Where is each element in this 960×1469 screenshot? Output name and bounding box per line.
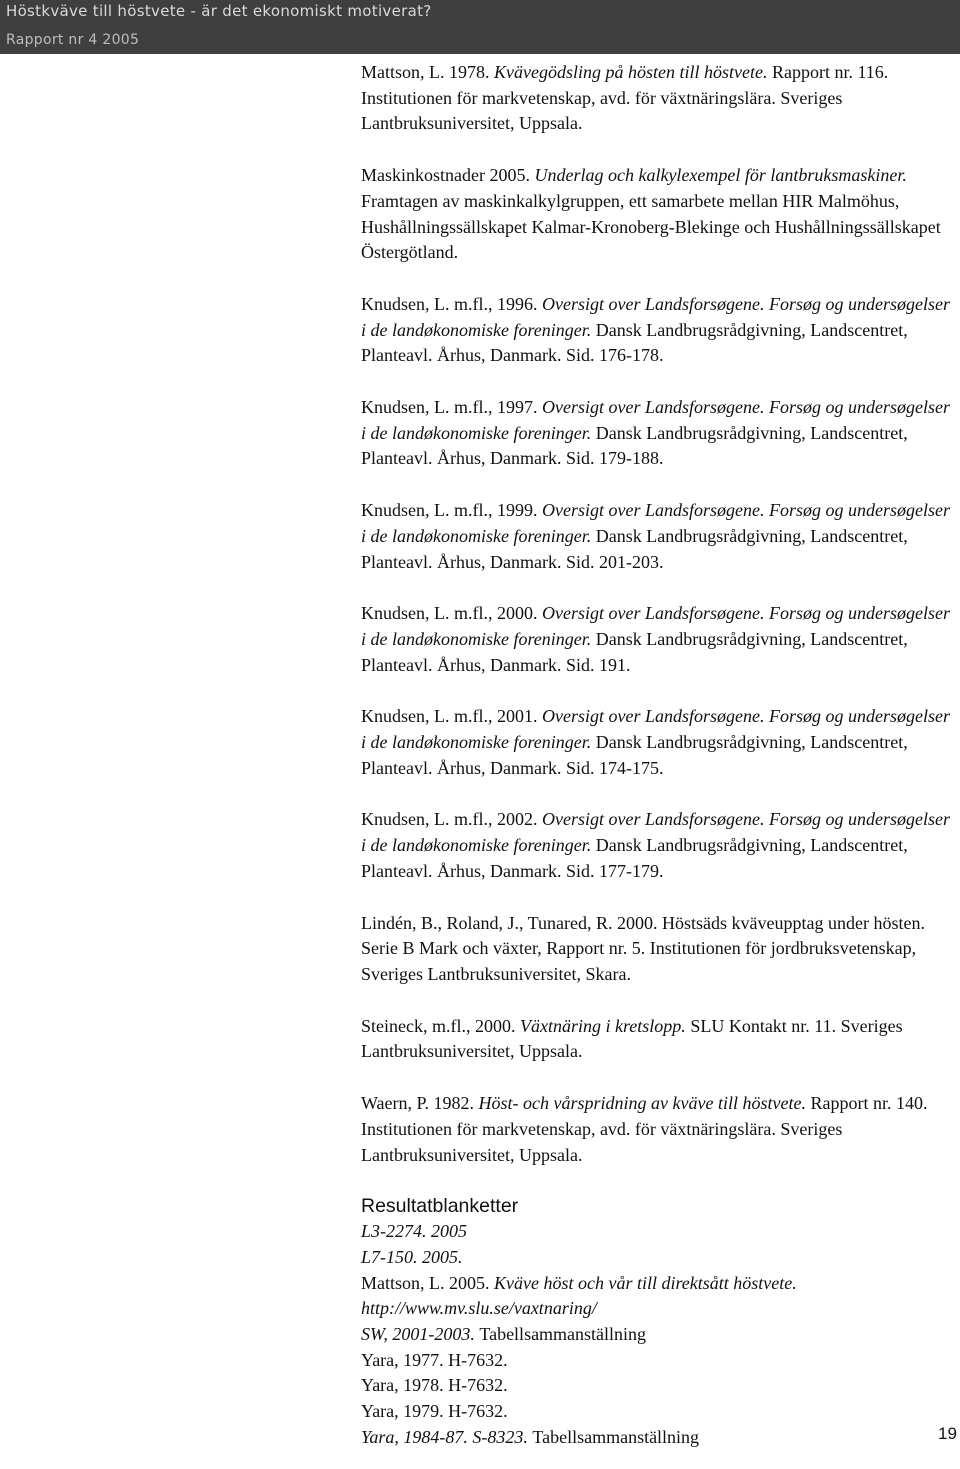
result-entry xyxy=(361,1348,957,1374)
italic-text: Oversigt over Landsforsøgene. Forsøg og undersøgelser i de landøkonomiske foreninger. xyxy=(361,706,950,753)
italic-text: Yara, 1984-87. S-8323. xyxy=(361,1426,533,1447)
text-segment: Knudsen, L. m.fl., 1996. xyxy=(361,293,542,314)
text-segment: Mattson, L. 1978. xyxy=(361,62,494,82)
italic-text: Höst- och vårspridning av kväve till höstvete. xyxy=(478,1093,806,1114)
text-segment: Yara, 1979. H-7632. xyxy=(361,1401,508,1422)
italic-text: Oversigt over Landsforsøgene. Forsøg og undersøgelser i de landøkonomiske foreninger. xyxy=(361,603,950,649)
results-list xyxy=(361,1219,957,1450)
italic-text: SW, 2001-2003. xyxy=(361,1324,480,1345)
italic-text: Oversigt over Landsforsøgene. Forsøg og undersøgelser i de landøkonomiske foreninger. xyxy=(361,809,950,856)
text-segment: Knudsen, L. m.fl., 1999. xyxy=(361,500,542,521)
reference-entry xyxy=(361,163,957,266)
text-segment: Framtagen av maskinkalkylgruppen, ett samarbete mellan HIR Malmöhus, Hushållningssällskapet Kalmar-Kronoberg-Blekinge och Hushållningssällskapet Östergötland. xyxy=(361,190,941,263)
text-segment: Knudsen, L. m.fl., 2002. xyxy=(361,809,542,830)
result-entry xyxy=(361,1271,957,1297)
header-title: Höstkväve till höstvete - är det ekonomiskt motiverat? xyxy=(6,2,432,20)
text-segment: Dansk Landbrugsrådgivning, Landscentret, Planteavl. Århus, Danmark. Sid. 177-179. xyxy=(361,835,908,881)
section-heading: Resultatblanketter xyxy=(361,1195,519,1218)
text-segment: Waern, P. 1982. xyxy=(361,1093,479,1114)
text-segment: Yara, 1977. H-7632. xyxy=(361,1349,508,1370)
result-entry xyxy=(361,1219,957,1245)
result-entry xyxy=(361,1245,957,1271)
reference-entry xyxy=(361,1091,957,1168)
page-number: 19 xyxy=(938,1424,957,1443)
header-bar xyxy=(0,0,960,54)
text-segment: Lindén, B., Roland, J., Tunared, R. 2000. Höstsäds kväveupptag under hösten. Serie B Mark och växter, Rapport nr. 5. Institutionen för jordbruksvetenskap, Sveriges Lantbruksuniversitet, Skara. xyxy=(361,912,925,984)
reference-list xyxy=(361,60,957,1168)
reference-entry xyxy=(361,807,957,884)
text-segment: Knudsen, L. m.fl., 2000. xyxy=(361,603,542,624)
reference-entry xyxy=(361,60,957,137)
text-segment: Dansk Landbrugsrådgivning, Landscentret, Planteavl. Århus, Danmark. Sid. 174-175. xyxy=(361,732,908,778)
italic-text: Oversigt over Landsforsøgene. Forsøg og undersøgelser i de landøkonomiske foreninger. xyxy=(361,397,950,443)
text-segment: Mattson, L. 2005. xyxy=(361,1272,494,1293)
italic-text: Oversigt over Landsforsøgene. Forsøg og undersøgelser i de landøkonomiske foreninger. xyxy=(361,500,950,546)
text-segment: Rapport nr. 140. Institutionen för markvetenskap, avd. för växtnäringslära. Sveriges Lantbruksuniversitet, Uppsala. xyxy=(361,1093,928,1165)
text-segment: Tabellsammanställning xyxy=(479,1324,647,1345)
text-segment: Tabellsammanställning xyxy=(532,1426,700,1447)
reference-entry xyxy=(361,704,957,781)
header-subtitle: Rapport nr 4 2005 xyxy=(6,32,140,48)
reference-entry xyxy=(361,395,957,472)
reference-entry xyxy=(361,498,957,575)
text-segment: Rapport nr. 116. Institutionen för markvetenskap, avd. för växtnäringslära. Sveriges Lantbruksuniversitet, Uppsala. xyxy=(361,62,889,134)
reference-entry xyxy=(361,1014,957,1065)
italic-text: L3-2274. 2005 xyxy=(361,1221,468,1242)
italic-text: Kvävegödsling på hösten till höstvete. xyxy=(494,62,768,82)
document-body xyxy=(361,60,957,1451)
italic-text: Kväve höst och vår till direktsått höstvete. xyxy=(494,1272,797,1293)
result-entry xyxy=(361,1322,957,1348)
result-entry xyxy=(361,1373,957,1399)
italic-text: Underlag och kalkylexempel för lantbruksmaskiner. xyxy=(534,165,907,186)
text-segment: Knudsen, L. m.fl., 2001. xyxy=(361,706,542,727)
italic-text: Oversigt over Landsforsøgene. Forsøg og undersøgelser i de landøkonomiske foreninger. xyxy=(361,293,950,340)
text-segment: Steineck, m.fl., 2000. xyxy=(361,1015,520,1036)
italic-text: Växtnäring i kretslopp. xyxy=(519,1015,686,1036)
reference-entry xyxy=(361,911,957,988)
italic-text: L7-150. 2005. xyxy=(361,1246,463,1267)
reference-entry xyxy=(361,292,957,369)
text-segment: Dansk Landbrugsrådgivning, Landscentret, Planteavl. Århus, Danmark. Sid. 179-188. xyxy=(361,422,908,469)
text-segment: Dansk Landbrugsrådgivning, Landscentret, Planteavl. Århus, Danmark. Sid. 191. xyxy=(361,628,908,675)
result-entry xyxy=(361,1425,957,1451)
italic-text: http://www.mv.slu.se/vaxtnaring/ xyxy=(361,1298,597,1319)
result-entry xyxy=(361,1399,957,1425)
text-segment: Knudsen, L. m.fl., 1997. xyxy=(361,397,542,418)
text-segment: Dansk Landbrugsrådgivning, Landscentret, Planteavl. Århus, Danmark. Sid. 201-203. xyxy=(361,525,908,572)
text-segment: Dansk Landbrugsrådgivning, Landscentret, Planteavl. Århus, Danmark. Sid. 176-178. xyxy=(361,319,908,366)
text-segment: Yara, 1978. H-7632. xyxy=(361,1375,508,1396)
text-segment: SLU Kontakt nr. 11. Sveriges Lantbruksuniversitet, Uppsala. xyxy=(361,1015,903,1062)
text-segment: Maskinkostnader 2005. xyxy=(361,165,535,186)
reference-entry xyxy=(361,601,957,678)
result-entry xyxy=(361,1296,957,1322)
